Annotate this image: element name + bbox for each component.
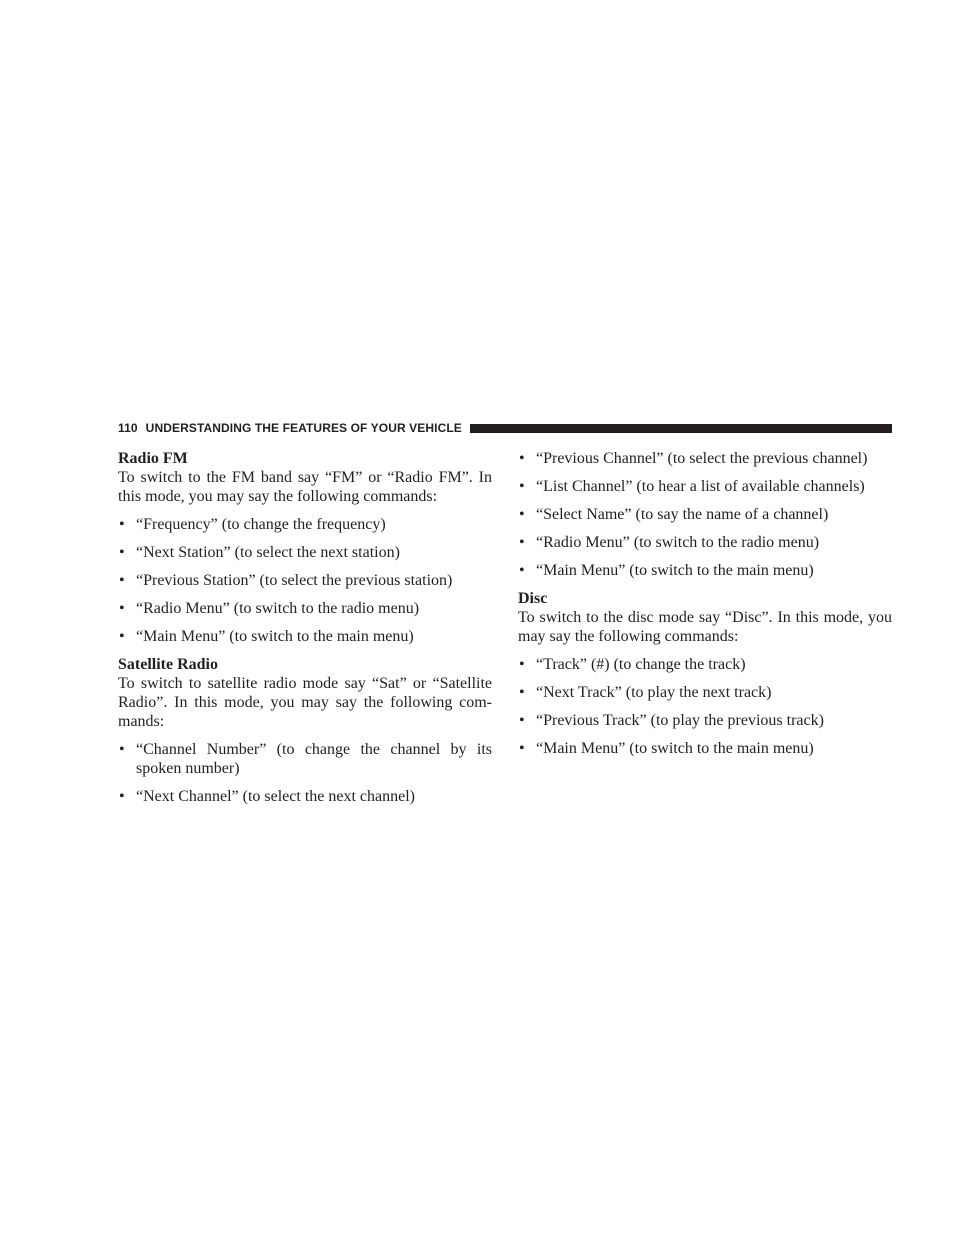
list-item: • “Main Menu” (to switch to the main menu) [519,740,814,757]
section-radio-fm [118,449,492,646]
bullet-icon: • [519,712,525,729]
bullet-icon: • [519,562,525,579]
list-item: • “Channel Number” (to change the channel by its spoken number) [119,741,492,777]
section-intro-radio-fm: To switch to the FM band say “FM” or “Radio FM”. In this mode, you may say the following commands: [118,469,492,505]
list-item: • “Previous Station” (to select the previous station) [119,572,453,589]
list-item: • “Frequency” (to change the frequency) [119,516,386,533]
section-heading-satellite-radio: Satellite Radio [118,656,218,673]
list-item: • “Next Station” (to select the next station) [119,544,400,561]
bullet-icon: • [119,572,125,589]
list-item: • “Main Menu” (to switch to the main menu) [119,628,414,645]
header-title: UNDERSTANDING THE FEATURES OF YOUR VEHICLE [145,421,462,435]
list-item: • “List Channel” (to hear a list of available channels) [519,478,865,495]
header-text [118,421,462,435]
page-header [118,418,892,438]
bullet-icon: • [519,684,525,701]
section-heading-disc: Disc [518,590,548,607]
section-heading-radio-fm: Radio FM [118,450,188,467]
header-rule-bar [470,424,892,433]
bullet-icon: • [119,741,125,758]
list-item: • “Radio Menu” (to switch to the radio menu) [119,600,420,617]
list-item: • “Select Name” (to say the name of a channel) [519,506,829,523]
list-item: • “Track” (#) (to change the track) [519,656,746,673]
command-list-satellite-radio-continued [518,449,892,580]
command-list-satellite-radio [118,740,492,806]
section-satellite-radio [118,655,492,806]
page-number: 110 [118,421,138,435]
bullet-icon: • [519,534,525,551]
list-item: • “Next Track” (to play the next track) [519,684,772,701]
bullet-icon: • [119,600,125,617]
section-disc [518,589,892,758]
bullet-icon: • [519,506,525,523]
bullet-icon: • [119,628,125,645]
bullet-icon: • [119,544,125,561]
bullet-icon: • [519,450,525,467]
list-item: • “Next Channel” (to select the next channel) [119,788,415,805]
list-item: • “Previous Channel” (to select the previous channel) [519,450,868,467]
list-item: • “Main Menu” (to switch to the main menu) [519,562,814,579]
section-satellite-radio-continued [518,449,892,580]
command-list-disc [518,655,892,758]
left-column [118,449,492,815]
bullet-icon: • [519,478,525,495]
section-intro-disc: To switch to the disc mode say “Disc”. In this mode, you may say the following commands: [518,609,892,645]
list-item: • “Radio Menu” (to switch to the radio menu) [519,534,820,551]
list-item: • “Previous Track” (to play the previous track) [519,712,824,729]
bullet-icon: • [519,656,525,673]
bullet-icon: • [519,740,525,757]
section-intro-satellite-radio: To switch to satellite radio mode say “Sat” or “Satellite Radio”. In this mode, you may say the following com-mands: [118,675,492,730]
bullet-icon: • [119,788,125,805]
bullet-icon: • [119,516,125,533]
command-list-radio-fm [118,515,492,646]
right-column [518,449,892,767]
